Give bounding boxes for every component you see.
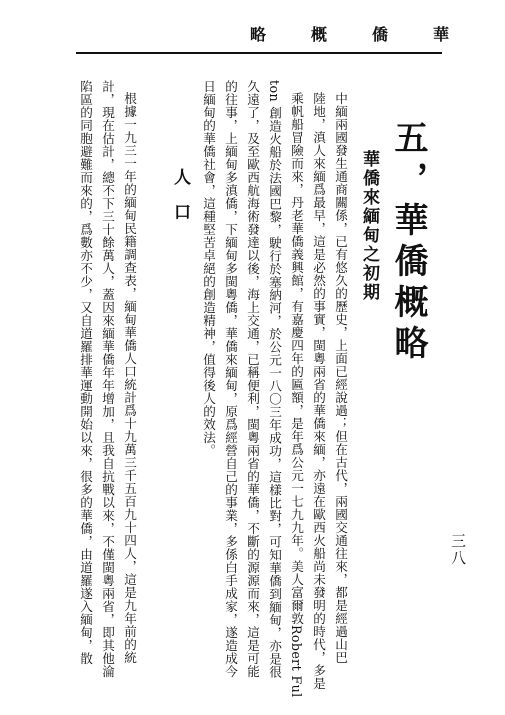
running-head-char: 僑	[371, 25, 389, 44]
running-head	[250, 22, 450, 45]
body-line: 根據一九三一年的緬甸民籍調查表，緬甸華僑人口統計爲十九萬三千五百九十四人，這是九年前的統	[122, 92, 137, 664]
body-line: ton 創造火船於法國巴黎，駛行於塞納河，於公元一八〇三年成功，這樣比對，可知華僑到緬甸，亦是很	[267, 80, 282, 679]
chapter-title: 五，華僑概略	[388, 120, 428, 366]
page-number: 三八	[449, 533, 467, 567]
header-rule	[76, 52, 442, 54]
running-head-char: 華	[432, 25, 450, 44]
body-line: 日緬甸的華僑社會，這種堅苦卓絕的創造精神，值得後人的效法。	[201, 80, 216, 457]
body-line: 陸地，滇人來緬爲最早，這是必然的事實，閩粵兩省的華僑來緬，亦遠在歐西火船尚未發明的時代，多是	[311, 92, 326, 690]
body-line: 中緬兩國發生通商關係，已有悠久的歷史，上面已經說過；但在古代，兩國交通往來，都是經過山巴	[333, 92, 348, 664]
body-line: 陷區的同胞避難而來的，爲數亦不少，又自道羅排華運動開始以來，很多的華僑，由道羅遂入緬甸，散	[78, 80, 93, 665]
section-heading: 人口	[170, 168, 190, 238]
running-head-char: 略	[250, 25, 268, 44]
body-line: 久遠了，及至歐西航海術發達以後，海上交通，已稱便利，閩粵兩省的華僑，不斷的源源而來，這是可能	[245, 80, 260, 678]
running-head-char: 概	[310, 25, 328, 44]
section-heading: 華僑來緬甸之初期	[359, 150, 379, 302]
body-line: 的往事，上緬甸多滇僑，下緬甸多閩粵僑，華僑來緬甸，原爲經營自己的事業，多係白手成家，遂造成今	[223, 80, 238, 678]
body-line: 乘帆船冒險而來，丹老華僑義興館，有嘉慶四年的匾額，是年爲公元一七九九年。美人富爾敦Robert Ful	[289, 92, 304, 698]
body-line: 計，現在估計，總不下三十餘萬人，蓋因來緬華僑年年增加，且我自抗戰以來，不僅閩粵兩省，即其他淪	[100, 80, 115, 678]
